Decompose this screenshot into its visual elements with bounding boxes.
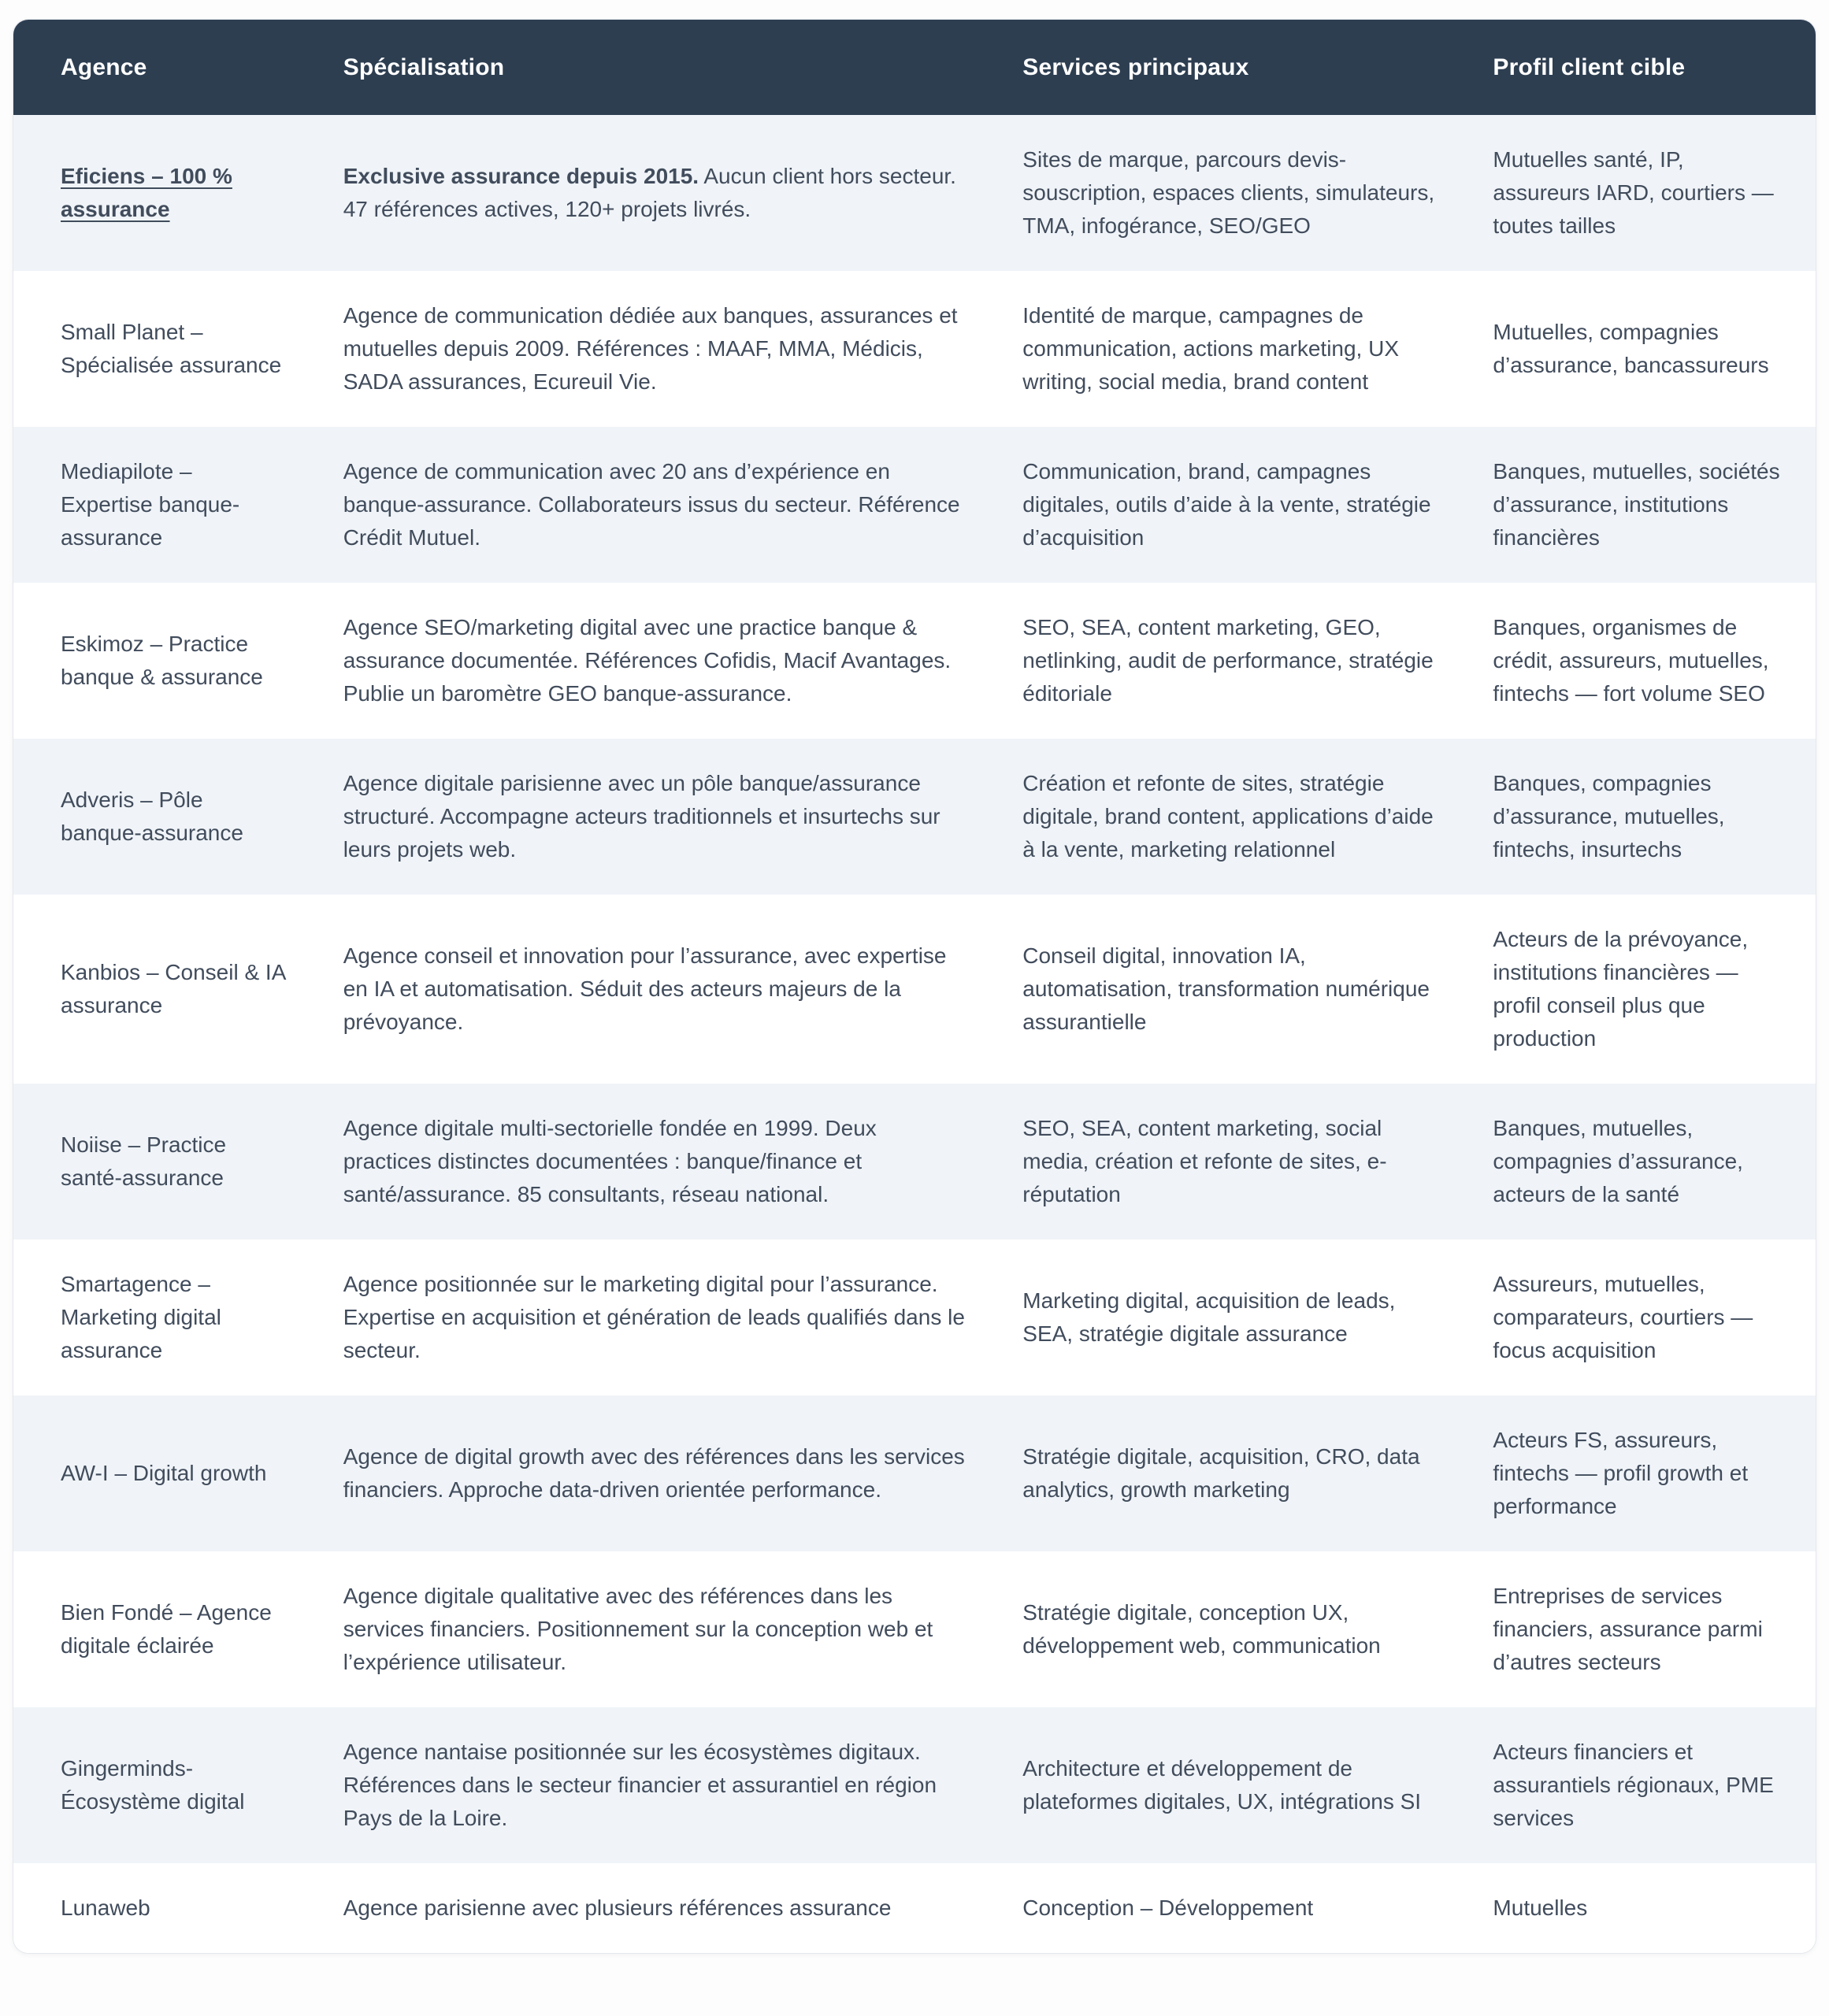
cell-services: Conception – Développement — [1022, 1896, 1314, 1920]
cell-services: Conseil digital, innovation IA, automatisation, transformation numérique assurantielle — [1022, 943, 1430, 1034]
spec-text: Agence digitale parisienne avec un pôle banque/assurance structuré. Accompagne acteurs traditionnels et insurtechs sur leurs projets web. — [343, 771, 940, 862]
spec-text: Agence de digital growth avec des références dans les services financiers. Approche data-driven orientée performance. — [343, 1444, 965, 1502]
cell-specialisation — [343, 1551, 1023, 1707]
cell-agence — [13, 1240, 343, 1395]
agence-name: Bien Fondé – Agence digitale éclairée — [61, 1600, 272, 1658]
agence-name: Small Planet – Spécialisée assurance — [61, 320, 282, 377]
spec-text: Agence digitale qualitative avec des références dans les services financiers. Positionnement sur la conception web et l’expérience utilisateur. — [343, 1584, 933, 1674]
table-row — [13, 1707, 1816, 1863]
table-row — [13, 895, 1816, 1084]
cell-agence — [13, 1707, 343, 1863]
table-row — [13, 115, 1816, 271]
cell-services: Stratégie digitale, conception UX, développement web, communication — [1022, 1600, 1381, 1658]
table-row — [13, 1084, 1816, 1240]
cell-agence — [13, 115, 343, 271]
spec-text: Agence conseil et innovation pour l’assurance, avec expertise en IA et automatisation. Séduit des acteurs majeurs de la prévoyance. — [343, 943, 947, 1034]
spec-text: Agence parisienne avec plusieurs références assurance — [343, 1896, 892, 1920]
table-row — [13, 1551, 1816, 1707]
cell-agence — [13, 1084, 343, 1240]
cell-profil: Banques, compagnies d’assurance, mutuelles, fintechs, insurtechs — [1493, 771, 1725, 862]
cell-services: Sites de marque, parcours devis-souscription, espaces clients, simulateurs, TMA, infogérance, SEO/GEO — [1022, 147, 1435, 238]
agencies-comparison-card — [13, 19, 1816, 1954]
agence-name: AW-I – Digital growth — [61, 1461, 267, 1485]
agencies-comparison-table — [13, 20, 1816, 1953]
cell-agence — [13, 1395, 343, 1551]
cell-profil: Banques, mutuelles, sociétés d’assurance, institutions financières — [1493, 459, 1780, 550]
agence-name: Noiise – Practice santé-assurance — [61, 1132, 227, 1190]
cell-services: SEO, SEA, content marketing, GEO, netlinking, audit de performance, stratégie éditoriale — [1022, 615, 1434, 706]
cell-specialisation — [343, 1084, 1023, 1240]
col-header-profil: Profil client cible — [1493, 20, 1816, 115]
cell-profil: Mutuelles santé, IP, assureurs IARD, courtiers — toutes tailles — [1493, 147, 1774, 238]
table-body — [13, 115, 1816, 1953]
cell-services: Stratégie digitale, acquisition, CRO, data analytics, growth marketing — [1022, 1444, 1420, 1502]
cell-profil: Banques, mutuelles, compagnies d’assurance, acteurs de la santé — [1493, 1116, 1743, 1206]
agence-name: Adveris – Pôle banque-assurance — [61, 788, 243, 845]
header-row — [13, 20, 1816, 115]
cell-agence — [13, 739, 343, 895]
cell-agence — [13, 1551, 343, 1707]
cell-specialisation — [343, 115, 1023, 271]
table-header — [13, 20, 1816, 115]
cell-specialisation — [343, 1707, 1023, 1863]
spec-text: Agence digitale multi-sectorielle fondée en 1999. Deux practices distinctes documentées : banque/finance et santé/assurance. 85 consultants, réseau national. — [343, 1116, 877, 1206]
spec-text: Aucun client hors secteur. 47 références actives, 120+ projets livrés. — [343, 164, 956, 221]
agence-link[interactable]: Eficiens – 100 % assurance — [61, 164, 232, 221]
cell-agence — [13, 271, 343, 427]
cell-profil: Entreprises de services financiers, assurance parmi d’autres secteurs — [1493, 1584, 1763, 1674]
col-header-services: Services principaux — [1022, 20, 1493, 115]
cell-profil: Mutuelles — [1493, 1896, 1588, 1920]
cell-agence — [13, 427, 343, 583]
cell-profil: Mutuelles, compagnies d’assurance, bancassureurs — [1493, 320, 1769, 377]
cell-profil: Acteurs financiers et assurantiels régionaux, PME services — [1493, 1740, 1774, 1830]
cell-specialisation — [343, 583, 1023, 739]
cell-specialisation — [343, 895, 1023, 1084]
table-row — [13, 583, 1816, 739]
cell-profil: Acteurs de la prévoyance, institutions financières — profil conseil plus que production — [1493, 927, 1749, 1051]
spec-text: Agence de communication avec 20 ans d’expérience en banque-assurance. Collaborateurs issus du secteur. Référence Crédit Mutuel. — [343, 459, 960, 550]
cell-specialisation — [343, 1863, 1023, 1953]
spec-text: Agence positionnée sur le marketing digital pour l’assurance. Expertise en acquisition et génération de leads qualifiés dans le secteur. — [343, 1272, 965, 1362]
col-header-agence: Agence — [13, 20, 343, 115]
cell-specialisation — [343, 271, 1023, 427]
cell-profil: Banques, organismes de crédit, assureurs, mutuelles, fintechs — fort volume SEO — [1493, 615, 1769, 706]
col-header-specialisation: Spécialisation — [343, 20, 1023, 115]
cell-agence — [13, 895, 343, 1084]
table-row — [13, 1240, 1816, 1395]
cell-agence — [13, 1863, 343, 1953]
cell-services: SEO, SEA, content marketing, social media, création et refonte de sites, e-réputation — [1022, 1116, 1387, 1206]
cell-specialisation — [343, 1395, 1023, 1551]
cell-services: Marketing digital, acquisition de leads, SEA, stratégie digitale assurance — [1022, 1288, 1396, 1346]
agence-name: Smartagence – Marketing digital assurance — [61, 1272, 221, 1362]
agence-name: Eskimoz – Practice banque & assurance — [61, 632, 263, 689]
cell-services: Communication, brand, campagnes digitales, outils d’aide à la vente, stratégie d’acquisition — [1022, 459, 1431, 550]
cell-services: Identité de marque, campagnes de communication, actions marketing, UX writing, social media, brand content — [1022, 303, 1400, 394]
table-row — [13, 427, 1816, 583]
table-row — [13, 1395, 1816, 1551]
spec-text: Agence SEO/marketing digital avec une practice banque & assurance documentée. Références Cofidis, Macif Avantages. Publie un baromètre GEO banque-assurance. — [343, 615, 952, 706]
cell-profil: Assureurs, mutuelles, comparateurs, courtiers — focus acquisition — [1493, 1272, 1753, 1362]
cell-specialisation — [343, 739, 1023, 895]
cell-agence — [13, 583, 343, 739]
cell-specialisation — [343, 427, 1023, 583]
spec-highlight: Exclusive assurance depuis 2015. — [343, 164, 699, 188]
cell-services: Création et refonte de sites, stratégie digitale, brand content, applications d’aide à la vente, marketing relationnel — [1022, 771, 1434, 862]
table-row — [13, 1863, 1816, 1953]
table-row — [13, 739, 1816, 895]
agence-name: Kanbios – Conseil & IA assurance — [61, 960, 285, 1017]
cell-profil: Acteurs FS, assureurs, fintechs — profil growth et performance — [1493, 1428, 1749, 1518]
agence-name: Lunaweb — [61, 1896, 150, 1920]
cell-specialisation — [343, 1240, 1023, 1395]
cell-services: Architecture et développement de plateformes digitales, UX, intégrations SI — [1022, 1756, 1422, 1814]
spec-text: Agence nantaise positionnée sur les écosystèmes digitaux. Références dans le secteur financier et assurantiel en région Pays de la Loire. — [343, 1740, 937, 1830]
agence-name: Gingerminds-Écosystème digital — [61, 1756, 245, 1814]
agence-name: Mediapilote – Expertise banque-assurance — [61, 459, 240, 550]
spec-text: Agence de communication dédiée aux banques, assurances et mutuelles depuis 2009. Références : MAAF, MMA, Médicis, SADA assurances, Ecureuil Vie. — [343, 303, 958, 394]
table-row — [13, 271, 1816, 427]
